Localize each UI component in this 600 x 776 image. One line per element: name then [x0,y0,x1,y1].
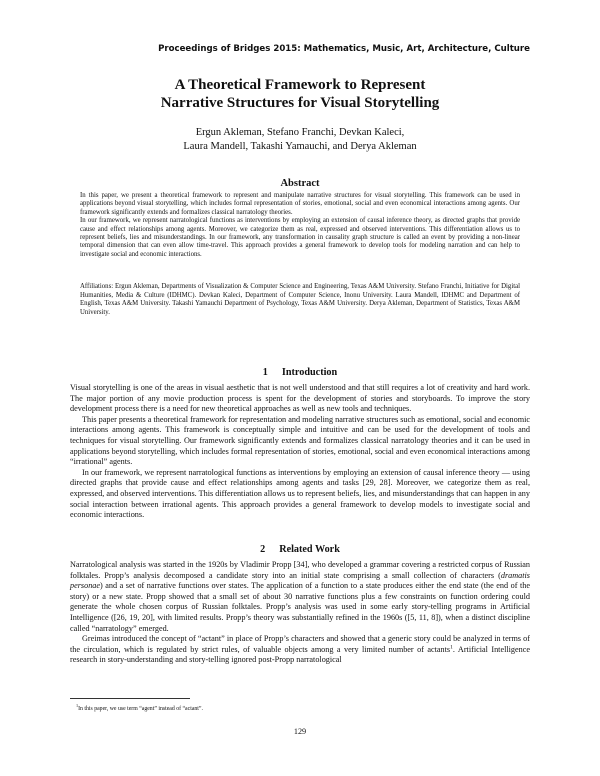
title-line-1: A Theoretical Framework to Represent [174,77,426,93]
page-number: 129 [293,727,307,736]
footnote-mark: 1 [76,703,79,708]
intro-paragraph-1: Visual storytelling is one of the areas in visual aesthetic that is not well understood and that still requires a lot of creativity and hard work. The major portion of any movie production process is spent for the development of stories and storyboards. To improve the story development process there is a need for new theoretical approaches as well as new tools and techniques. [70,383,530,414]
authors-line-1: Ergun Akleman, Stefano Franchi, Devkan Kaleci, [195,127,405,138]
abstract-body [80,192,520,259]
authors-line-2: Laura Mandell, Takashi Yamauchi, and Derya Akleman [183,141,417,152]
abstract-paragraph-2: In our framework, we represent narratological functions as interventions by employing an extension of causal inference theory, as directed graphs that provide cause and effect relationships among agents. Moreover, we categorize them as real, expressed and observed interventions. This differentiation allows us to represent beliefs, lies and misunderstandings. In our framework, any transformation in causality graph structure is called an event by providing a non-linear temporal dimension that can even allow time-travel. This approach provides a general framework to develop tools for modeling narration and can help to investigate social and economic interactions. [80,217,520,258]
section-number: 2 [260,544,266,555]
paper-title [0,76,600,112]
section-title: Related Work [279,544,340,555]
italic-term: dramatis personae [70,570,530,591]
footnote-text: In this paper, we use term “agent” instead of “actant”. [78,705,203,712]
author-list [0,126,600,154]
section-heading-related-work [0,544,600,555]
running-head: Proceedings of Bridges 2015: Mathematics, Music, Art, Architecture, Culture [158,44,530,54]
abstract-heading: Abstract [280,178,320,189]
related-paragraph-2: Greimas introduced the concept of “actant” in place of Propp’s characters and showed that a generic story could be analyzed in terms of the circulation, which is regulated by strict rules, of valuable objects among a very limited number of actants$^1$. Artificial Intelligence research in story-understanding and story-telling ignored post-Propp narratological [70,634,531,665]
intro-paragraph-2: This paper presents a theoretical framework for representation and modeling narrative structures such as emotional, social and economic interactions among agents. This framework is conceptually simple and intuitive and can be used for the development of tools and techniques for visual storytelling. Our framework significantly extends and formalizes classical narratology theories and it can be used in applications beyond storytelling, which includes formal representation of stories, emotional, social and even economical interactions among “irrational” agents. [70,414,530,467]
affiliations: Affiliations: Ergun Akleman, Departments of Visualization & Computer Science and Engineering, Texas A&M University. Stefano Franchi, Initiative for Digital Humanities, Media & Culture (IDHMC). Devkan Kaleci, Department of Computer Science, Inonu University. Laura Mandell, IDHMC and Department of English, Texas A&M University. Takashi Yamauchi Department of Psychology, Texas A&M University. Derya Akleman, Department of Statistics, Texas A&M University. [80,283,520,316]
related-paragraph-1: Narratological analysis was started in the 1920s by Vladimir Propp [34], who developed a grammar covering a restricted corpus of Russian folktales. Propp’s analysis decomposed a candidate story into an initial state comprising a small collection of characters (dramatis personae) and a set of narrative functions over states. The application of a function to a state produces either the end state (the end of the story) or a new state. Propp showed that a small set of about 30 narrative functions plus a few constraints on function ordering could generate the whole chosen corpus of Russian folktales. Propp’s analysis was used in some early story-telling programs in Artificial Intelligence ([26, 19, 20], with limited results. Propp’s theory was substantially refined in the 1960s ([5, 11, 8]), when a distinct discipline called “narratology” emerged. [70,560,530,633]
introduction-body [70,383,530,521]
section-number: 1 [262,367,268,378]
abstract-paragraph-1: In this paper, we present a theoretical framework to represent and manipulate narrative structures for visual storytelling. This framework can be used in applications beyond visual storytelling, which includes formal representation of stories, emotional, social and even economical interactions among agents. Our framework significantly extends and formalizes classical narratology theories. [80,192,520,216]
section-heading-introduction [0,367,600,378]
related-work-body [70,560,530,666]
footnote-reference: 1 [450,644,453,651]
footnote [76,703,203,712]
title-line-2: Narrative Structures for Visual Storytelling [160,95,440,111]
footnote-divider [70,698,190,699]
section-title: Introduction [281,367,338,378]
intro-paragraph-3: In our framework, we represent narratological functions as interventions by employing an extension of causal inference theory — using directed graphs that provide cause and effect relationships among agents and tasks [29, 28]. Moreover, we categorize them as real, expressed, and observed interventions. This differentiation allows us to represent beliefs, lies, and misunderstandings that can happen in any social interaction between irrational agents. This approach provides a general framework to develop models to investigate social and economic interactions. [70,467,530,520]
